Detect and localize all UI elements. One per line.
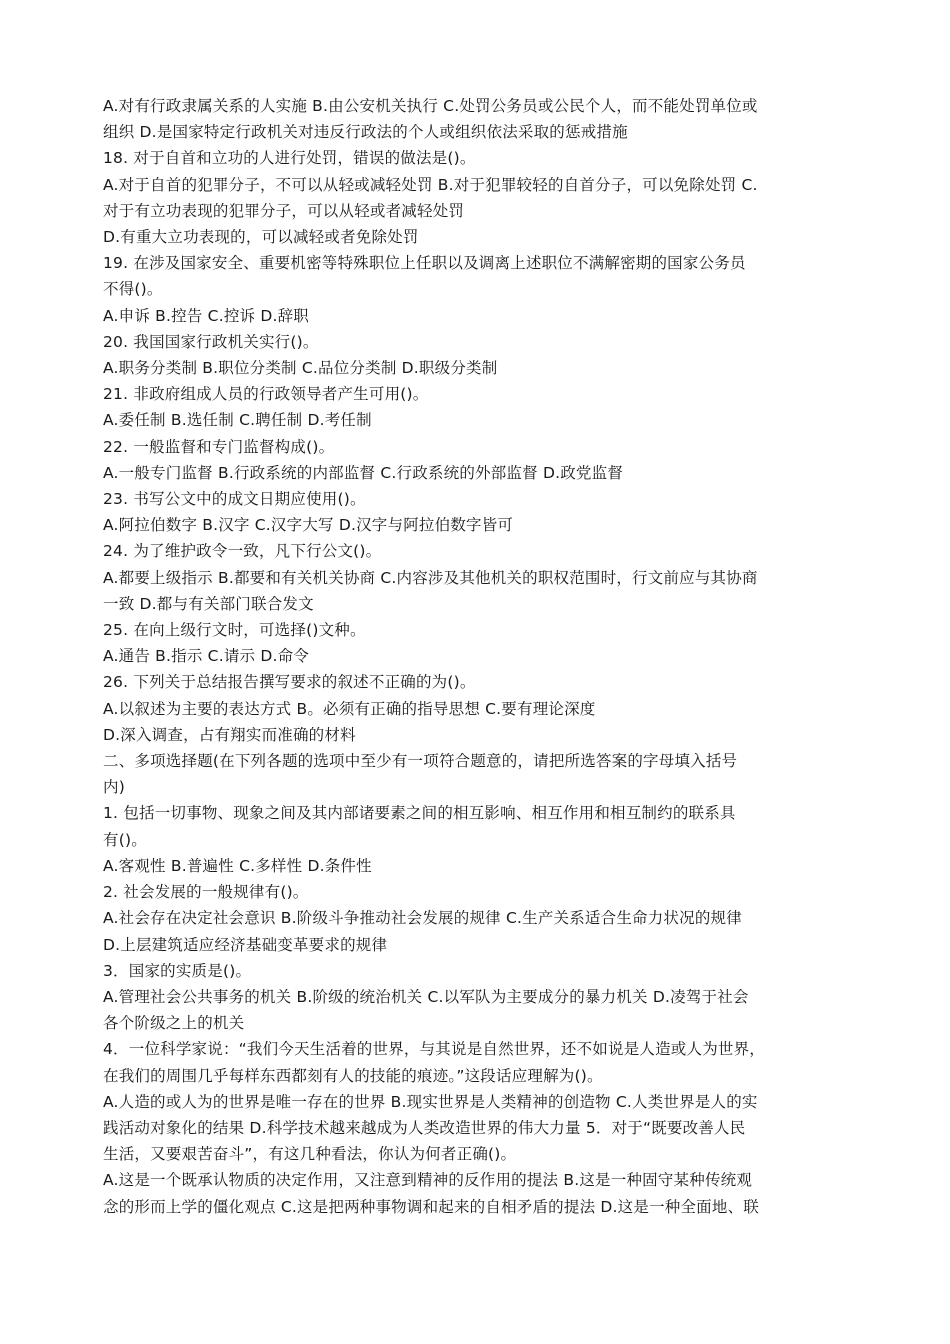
text-line: 对于有立功表现的犯罪分子，可以从轻或者减轻处罚 xyxy=(103,201,465,220)
text-line: 生活，又要艰苦奋斗”，有这几种看法，你认为何者正确()。 xyxy=(103,1145,517,1164)
text-line: 22. 一般监督和专门监督构成()。 xyxy=(103,437,335,456)
text-line: A.以叙述为主要的表达方式 B。必须有正确的指导思想 C.要有理论深度 xyxy=(103,699,596,718)
text-line: 一致 D.都与有关部门联合发文 xyxy=(103,594,314,613)
text-line: 念的形而上学的僵化观点 C.这是把两种事物调和起来的自相矛盾的提法 D.这是一种全面地、联 xyxy=(103,1197,759,1216)
text-line: 20. 我国国家行政机关实行()。 xyxy=(103,332,319,351)
text-line: 26. 下列关于总结报告撰写要求的叙述不正确的为()。 xyxy=(103,673,476,692)
text-line: A.一般专门监督 B.行政系统的内部监督 C.行政系统的外部监督 D.政党监督 xyxy=(103,463,624,482)
text-line: A.委任制 B.选任制 C.聘任制 D.考任制 xyxy=(103,411,372,430)
text-line: D.上层建筑适应经济基础变革要求的规律 xyxy=(103,935,388,954)
text-line: 19. 在涉及国家安全、重要机密等特殊职位上任职以及调离上述职位不满解密期的国家公务员 xyxy=(103,254,746,273)
text-line: 二、多项选择题(在下列各题的选项中至少有一项符合题意的，请把所选答案的字母填入括号 xyxy=(103,752,738,771)
text-line: 4．一位科学家说：“我们今天生活着的世界，与其说是自然世界，还不如说是人造或人为世界， xyxy=(103,1040,765,1059)
text-line: A.通告 B.指示 C.请示 D.命令 xyxy=(103,647,310,666)
text-line: 24. 为了维护政令一致，凡下行公文()。 xyxy=(103,542,382,561)
text-line: 内) xyxy=(103,778,125,797)
text-line: A.对有行政隶属关系的人实施 B.由公安机关执行 C.处罚公务员或公民个人，而不能处罚单位或 xyxy=(103,97,758,115)
text-line: 3．国家的实质是()。 xyxy=(103,961,252,980)
document-page xyxy=(103,93,863,1220)
text-line: 有()。 xyxy=(103,830,147,849)
text-line: A.人造的或人为的世界是唯一存在的世界 B.现实世界是人类精神的创造物 C.人类世界是人的实 xyxy=(103,1092,758,1111)
text-line: 21. 非政府组成人员的行政领导者产生可用()。 xyxy=(103,385,429,404)
text-line: A.对于自首的犯罪分子，不可以从轻或减轻处罚 B.对于犯罪较轻的自首分子，可以免除处罚 C. xyxy=(103,175,758,194)
text-line: A.客观性 B.普遍性 C.多样性 D.条件性 xyxy=(103,856,372,875)
text-line: A.申诉 B.控告 C.控诉 D.辞职 xyxy=(103,306,310,325)
text-line: 在我们的周围几乎每样东西都刻有人的技能的痕迹。”这段话应理解为()。 xyxy=(103,1066,603,1085)
text-line: 18. 对于自首和立功的人进行处罚，错误的做法是()。 xyxy=(103,149,476,168)
text-line: D.有重大立功表现的，可以减轻或者免除处罚 xyxy=(103,228,419,247)
text-line: 组织 D.是国家特定行政机关对违反行政法的个人或组织依法采取的惩戒措施 xyxy=(103,123,628,142)
text-line: 25. 在向上级行文时，可选择()文种。 xyxy=(103,621,366,640)
text-line: A.社会存在决定社会意识 B.阶级斗争推动社会发展的规律 C.生产关系适合生命力状况的规律 xyxy=(103,909,742,928)
text-line: D.深入调查，占有翔实而准确的材料 xyxy=(103,725,356,744)
text-line: A.管理社会公共事务的机关 B.阶级的统治机关 C.以军队为主要成分的暴力机关 D.凌驾于社会 xyxy=(103,987,749,1006)
text-line: 1. 包括一切事物、现象之间及其内部诸要素之间的相互影响、相互作用和相互制约的联系具 xyxy=(103,804,736,823)
text-line: 不得()。 xyxy=(103,280,163,299)
text-line: A.都要上级指示 B.都要和有关机关协商 C.内容涉及其他机关的职权范围时，行文前应与其协商 xyxy=(103,568,758,587)
text-line: A.阿拉伯数字 B.汉字 C.汉字大写 D.汉字与阿拉伯数字皆可 xyxy=(103,516,514,535)
text-line: 各个阶级之上的机关 xyxy=(103,1014,245,1033)
text-line: 2. 社会发展的一般规律有()。 xyxy=(103,883,309,902)
text-line: 23. 书写公文中的成文日期应使用()。 xyxy=(103,490,366,509)
text-line: A.这是一个既承认物质的决定作用，又注意到精神的反作用的提法 B.这是一种固守某种传统观 xyxy=(103,1171,753,1190)
text-line: 践活动对象化的结果 D.科学技术越来越成为人类改造世界的伟大力量 5．对于“既要改善人民 xyxy=(103,1118,746,1137)
text-line: A.职务分类制 B.职位分类制 C.品位分类制 D.职级分类制 xyxy=(103,359,498,378)
